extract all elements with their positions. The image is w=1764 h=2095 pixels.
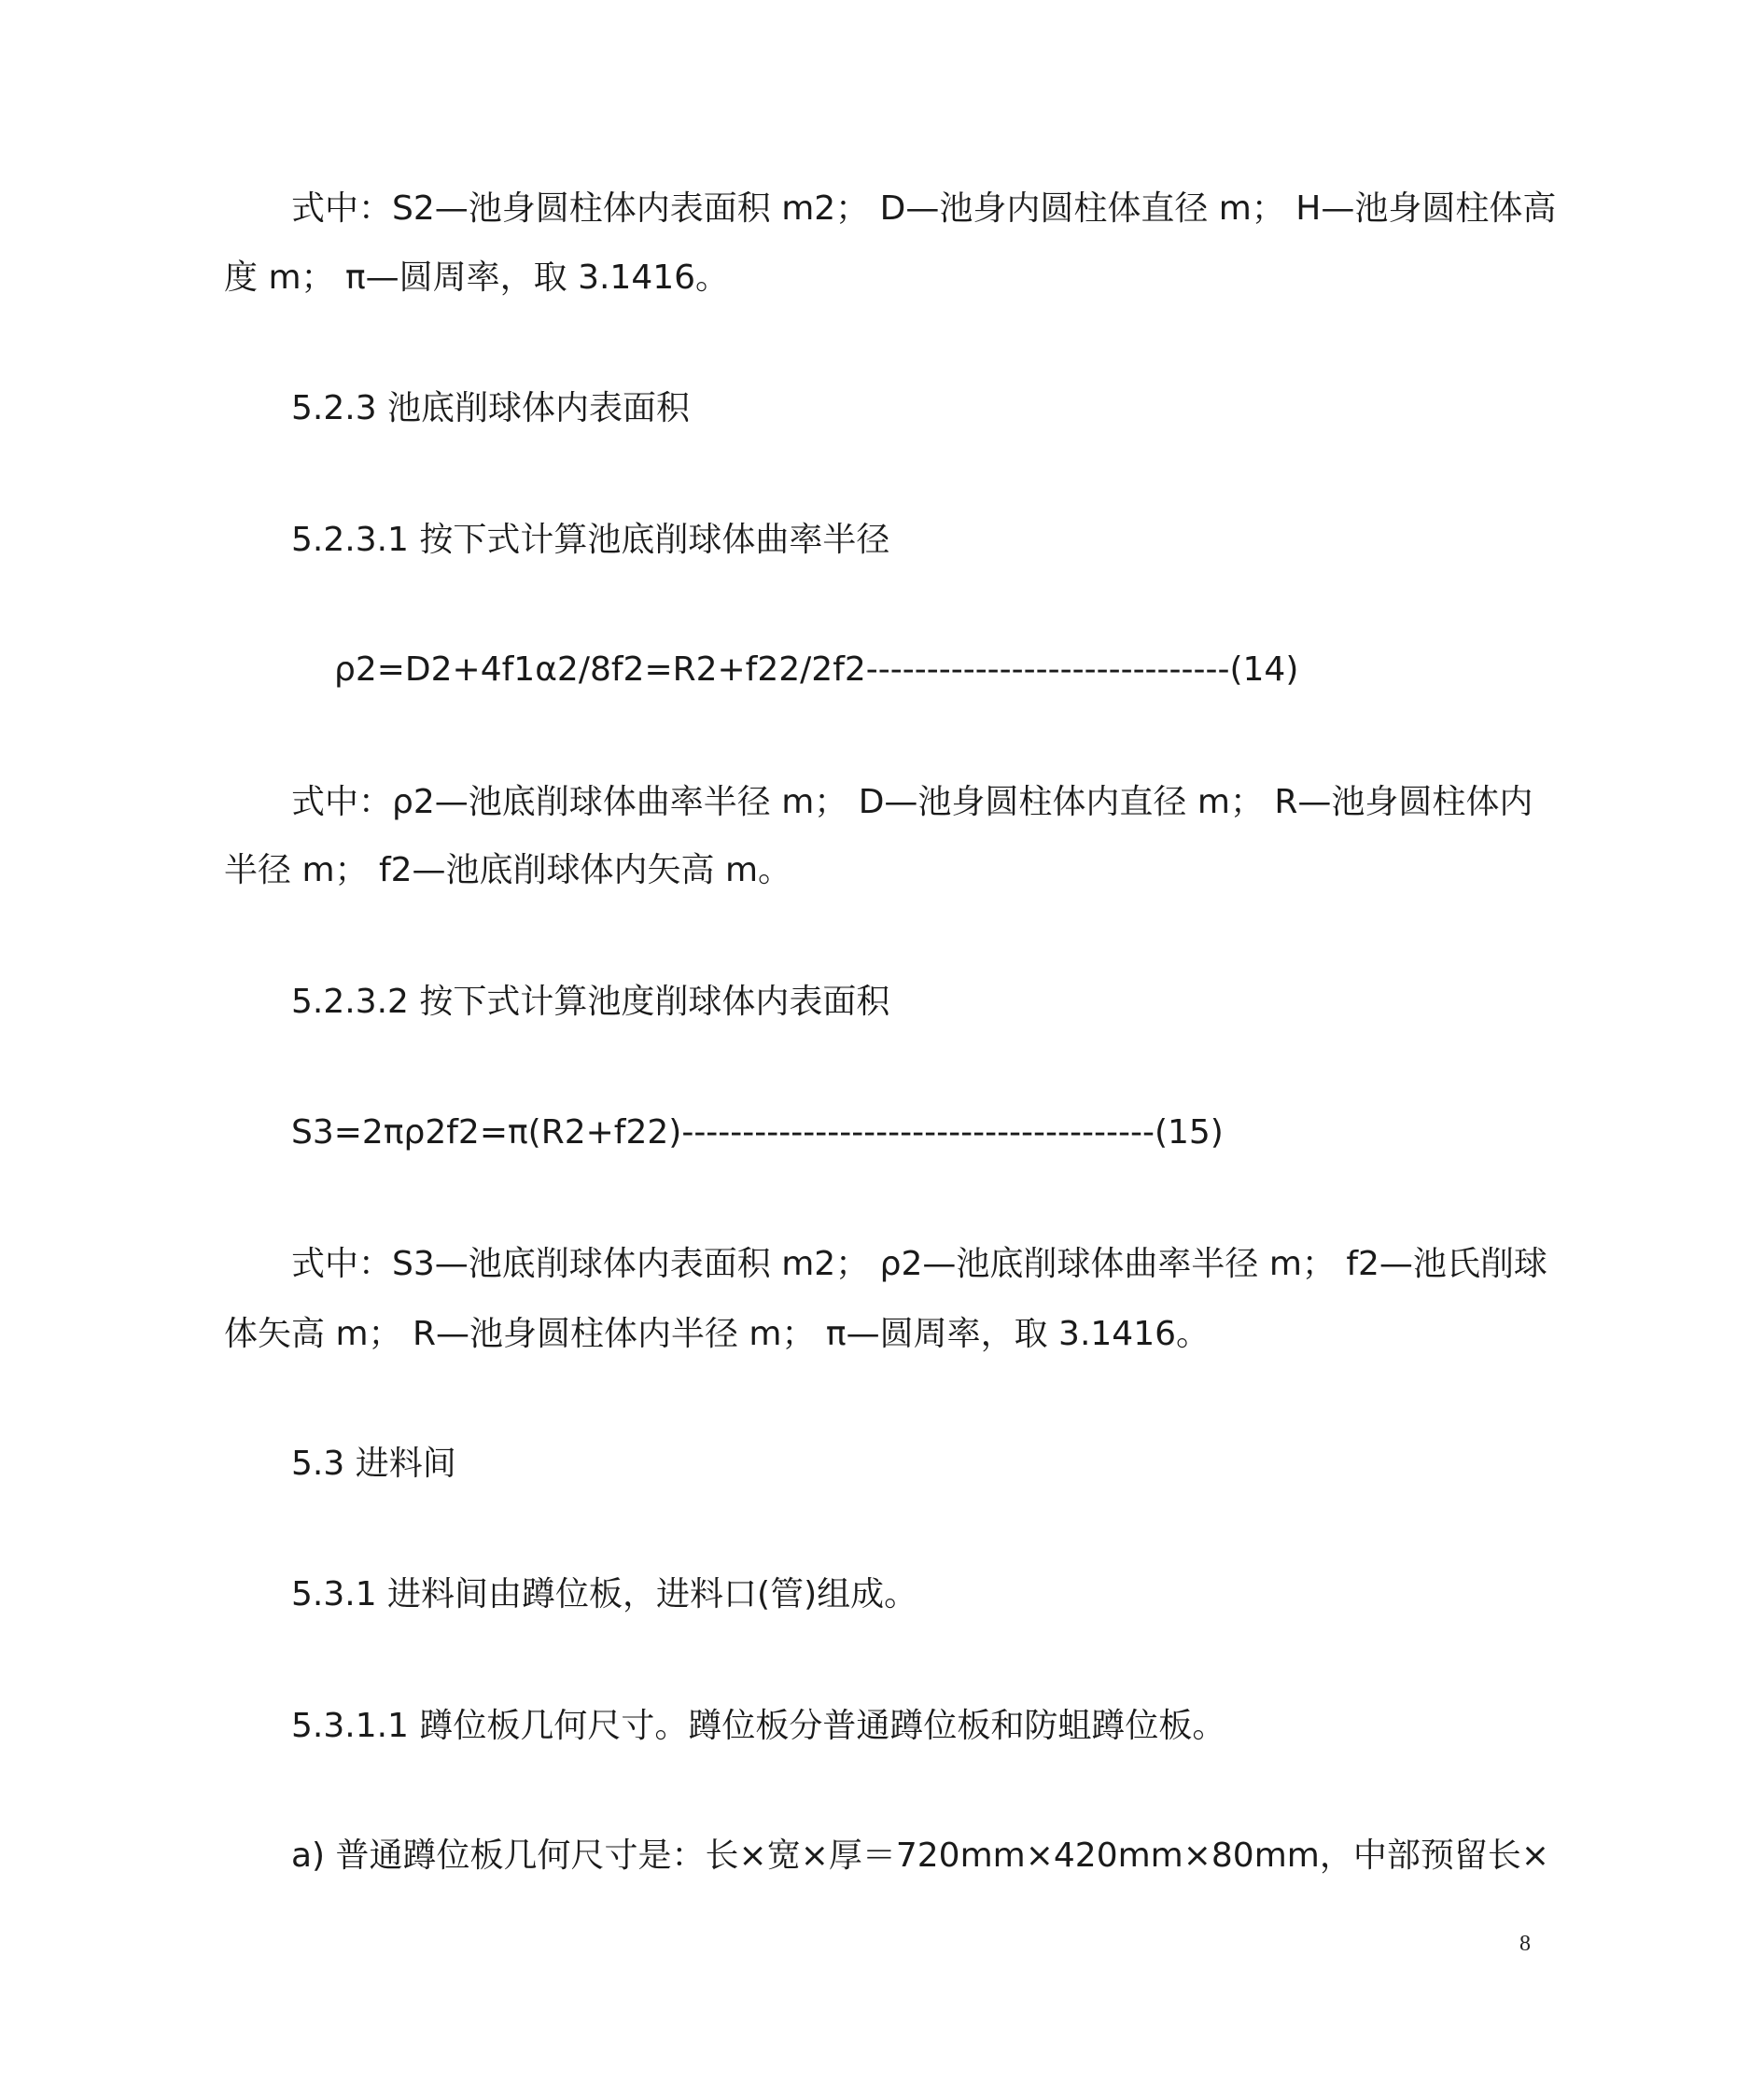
section-heading: 5.3.1.1 蹲位板几何尺寸。蹲位板分普通蹲位板和防蛆蹲位板。	[291, 1707, 1226, 1745]
text-line: 式中：S2—池身圆柱体内表面积 m2； D—池身内圆柱体直径 m； H—池身圆柱体高	[291, 189, 1557, 228]
section-heading: 5.2.3.1 按下式计算池底削球体曲率半径	[291, 521, 890, 559]
formula-line: ρ2=D2+4f1α2/8f2=R2+f22/2f2------------------------------(14)	[334, 650, 1299, 689]
text-line: 体矢高 m； R—池身圆柱体内半径 m； π—圆周率，取 3.1416。	[224, 1315, 1211, 1353]
section-heading: 5.3.1 进料间由蹲位板，进料口(管)组成。	[291, 1575, 918, 1613]
text-line: 式中：ρ2—池底削球体曲率半径 m； D—池身圆柱体内直径 m； R—池身圆柱体内	[291, 783, 1533, 821]
section-heading: 5.3 进料间	[291, 1445, 456, 1483]
section-heading: 5.2.3.2 按下式计算池度削球体内表面积	[291, 983, 890, 1021]
formula-line: S3=2πρ2f2=π(R2+f22)---------------------------------------(15)	[291, 1113, 1224, 1152]
text-line: 式中：S3—池底削球体内表面积 m2； ρ2—池底削球体曲率半径 m； f2—池氏削球	[291, 1245, 1547, 1283]
text-line: 度 m； π—圆周率，取 3.1416。	[224, 258, 730, 297]
text-line: 半径 m； f2—池底削球体内矢高 m。	[224, 851, 792, 889]
page-number: 8	[1519, 1932, 1531, 1956]
list-item: a) 普通蹲位板几何尺寸是：长×宽×厚＝720mm×420mm×80mm，中部预留长×	[291, 1837, 1550, 1875]
section-heading: 5.2.3 池底削球体内表面积	[291, 389, 691, 427]
